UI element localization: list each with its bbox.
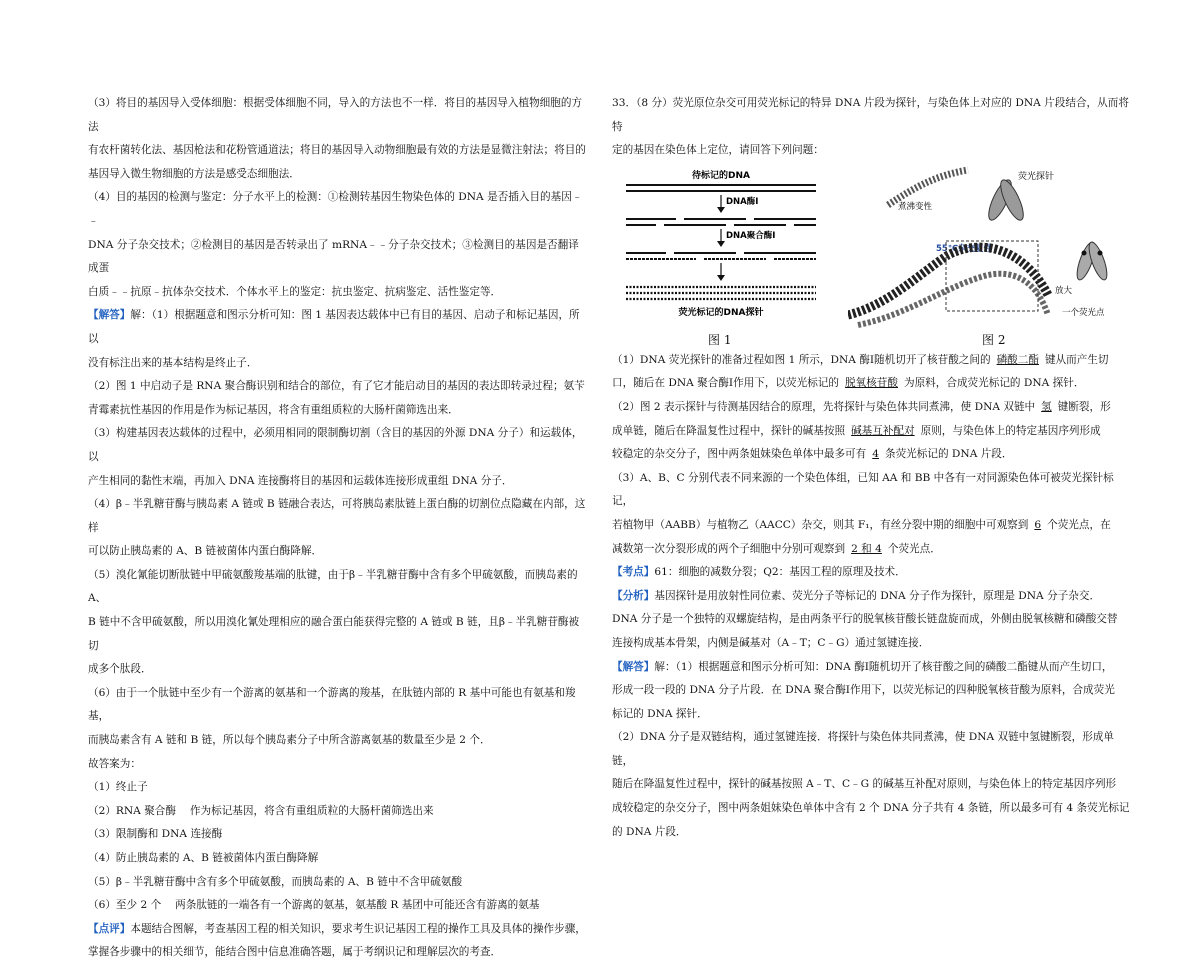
answer-line: 没有标注出来的基本结构是终止子．: [88, 356, 258, 369]
answer-line: 的 DNA 片段．: [612, 825, 687, 838]
answer-line: （2）图 1 中启动子是 RNA 聚合酶识别和结合的部位，有了它才能启动目的基因的表达即转录过程；氨苄: [88, 380, 585, 393]
answer-line: 形成一段一段的 DNA 分子片段．在 DNA 聚合酶Ⅰ作用下，以荧光标记的四种脱氧核苷酸为原料，合成荧光: [612, 684, 1115, 697]
knowledge-tag: 【考点】: [612, 566, 655, 579]
subquestion-3-cont: 减数第一次分裂形成的两个子细胞中分别可观察到 2 和 4 个荧光点．: [612, 542, 941, 555]
fig1-bottom-label: 荧光标记的DNA探针: [678, 307, 764, 318]
subquestion-1-cont: 口，随后在 DNA 聚合酶Ⅰ作用下，以荧光标记的 脱氧核苷酸 为原料，合成荧光标记的 DNA 探针．: [612, 377, 1085, 390]
figures: [612, 165, 1134, 345]
answer-line: 标记的 DNA 探针．: [612, 707, 708, 720]
answer-line: B 链中不含甲硫氨酸，所以用溴化氰处理相应的融合蛋白能获得完整的 A 链或 B 链，且β﹣半乳糖苷酶被切: [88, 616, 580, 652]
subquestion-2: （2）图 2 表示探针与待测基因结合的原理，先将探针与染色体共同煮沸，使 DNA 双链中 氢 键断裂，形: [612, 400, 1111, 413]
fig1-enzyme2: DNA聚合酶Ⅰ: [726, 230, 776, 241]
answer-line: 成较稳定的杂交分子，图中两条姐妹染色单体中含有 2 个 DNA 分子共有 4 条链，所以最多可有 4 条荧光标记: [612, 802, 1130, 815]
fig2-boil-label: 煮沸变性: [898, 201, 933, 212]
answer-line: 【解答】解：（1）根据题意和图示分析可知：图 1 基因表达载体中已有目的基因、启动子和标记基因，所以: [88, 309, 580, 345]
right-column: [612, 92, 1134, 844]
left-column: [88, 92, 588, 965]
blank-answer: 6: [1034, 518, 1042, 531]
answer-line: （1）终止子: [88, 781, 148, 794]
blank-answer: 脱氧核苷酸: [845, 377, 898, 390]
comment-tag: 【点评】: [88, 922, 131, 935]
comment-line: 掌握各步骤中的相关细节，能结合图中信息准确答题，属于考纲识记和理解层次的考查．: [88, 946, 502, 959]
question-line: 33．（8 分）荧光原位杂交可用荧光标记的特异 DNA 片段为探针，与染色体上对应的 DNA 片段结合，从而将特: [612, 97, 1129, 133]
answer-line: 成多个肽段．: [88, 663, 152, 676]
subquestion-3-cont: 若植物甲（AABB）与植物乙（AACC）杂交，则其 F₁，有丝分裂中期的细胞中可观察到 6 个荧光点，在: [612, 518, 1111, 531]
analysis-head: 【分析】基因探针是用放射性同位素、荧光分子等标记的 DNA 分子作为探针，原理是 DNA 分子杂交．: [612, 589, 1101, 602]
analysis-line: （4）目的基因的检测与鉴定：分子水平上的检测：①检测转基因生物染色体的 DNA 是否插入目的基因﹣﹣: [88, 191, 583, 227]
blank-answer: 碱基互补配对: [851, 424, 915, 437]
answer-line: 随后在降温复性过程中，探针的碱基按照 A﹣T、C﹣G 的碱基互补配对原则，与染色体上的特定基因序列形: [612, 778, 1117, 791]
figure-1-caption: 图 1: [708, 332, 732, 347]
analysis-line: DNA 分子是一个独特的双螺旋结构，是由两条平行的脱氧核苷酸长链盘旋而成，外侧由脱氧核糖和磷酸交替: [612, 613, 1118, 626]
answer-line: 产生相同的黏性末端，再加入 DNA 连接酶将目的基因和运载体连接形成重组 DNA 分子．: [88, 474, 513, 487]
answer-line: 【解答】解：（1）根据题意和图示分析可知：DNA 酶Ⅰ随机切开了核苷酸之间的磷酸二酯键从而产生切口，: [612, 660, 1113, 673]
fig2-point-label: 一个荧光点: [1062, 307, 1105, 318]
answer-line: （2）RNA 聚合酶 作为标记基因，将含有重组质粒的大肠杆菌筛选出来: [88, 804, 434, 817]
answer-line: （5）β﹣半乳糖苷酶中含有多个甲硫氨酸，而胰岛素的 A、B 链中不含甲硫氨酸: [88, 875, 463, 888]
analysis-line: 有农杆菌转化法、基因枪法和花粉管通道法；将目的基因导入动物细胞最有效的方法是显微注射法；将目的: [88, 144, 586, 157]
answer-line: （4）β﹣半乳糖苷酶与胰岛素 A 链或 B 链融合表达，可将胰岛素肽链上蛋白酶的切割位点隐藏在内部，这样: [88, 498, 586, 534]
subquestion-3: （3）A、B、C 分别代表不同来源的一个染色体组，已知 AA 和 BB 中各有一对同源染色体可被荧光探针标记，: [612, 471, 1114, 508]
subquestion-1: （1）DNA 荧光探针的准备过程如图 1 所示，DNA 酶Ⅰ随机切开了核苷酸之间的 磷酸二酯 键从而产生切: [612, 353, 1109, 366]
fig2-enlarge-label: 放大: [1055, 285, 1073, 296]
analysis-line: （3）将目的基因导入受体细胞：根据受体细胞不同，导入的方法也不一样．将目的基因导入植物细胞的方法: [88, 97, 583, 133]
subquestion-2-cont: 成单链，随后在降温复性过程中，探针的碱基按照 碱基互补配对 原则，与染色体上的特定基因序列形成: [612, 424, 1101, 437]
analysis-line: 连接构成基本骨架，内侧是碱基对（A﹣T；C﹣G）通过氢键连接．: [612, 636, 930, 649]
figure-2: [848, 165, 1128, 330]
answer-line: （6）由于一个肽链中至少有一个游离的氨基和一个游离的羧基，在肽链内部的 R 基中可能也有氨基和羧基，: [88, 686, 576, 723]
answer-line: （2）DNA 分子是双链结构，通过氢键连接．将探针与染色体共同煮沸，使 DNA 双链中氢键断裂，形成单链，: [612, 731, 1115, 767]
subquestion-2-cont: 较稳定的杂交分子，图中两条姐妹染色单体中最多可有 4 条荧光标记的 DNA 片段．: [612, 448, 1013, 461]
answer-line: （3）限制酶和 DNA 连接酶: [88, 828, 223, 841]
blank-answer: 磷酸二酯: [996, 353, 1039, 366]
answer-line: 青霉素抗性基因的作用是作为标记基因，将含有重组质粒的大肠杆菌筛选出来．: [88, 403, 459, 416]
analysis-tag: 【分析】: [612, 589, 655, 602]
comment-line: 【点评】本题结合图解，考查基因工程的相关知识，要求考生识记基因工程的操作工具及具体的操作步骤，: [88, 922, 586, 935]
answer-line: （4）防止胰岛素的 A、B 链被菌体内蛋白酶降解: [88, 852, 319, 864]
blank-answer: 氢: [1041, 400, 1052, 413]
blank-answer: 2 和 4: [851, 542, 882, 555]
answer-line: （3）构建基因表达载体的过程中，必须用相同的限制酶切割（含目的基因的外源 DNA 分子）和运载体，以: [88, 427, 583, 463]
answer-tag: 【解答】: [88, 309, 131, 322]
blank-answer: 4: [872, 448, 879, 461]
fig1-top-label: 待标记的DNA: [692, 170, 750, 181]
knowledge-point: 【考点】61：细胞的减数分裂；Q2：基因工程的原理及技术．: [612, 566, 906, 579]
figure-2-caption: 图 2: [982, 332, 1006, 347]
fig2-hybrid-label: 55℃杂交复性: [936, 243, 993, 254]
answer-line: 可以防止胰岛素的 A、B 链被菌体内蛋白酶降解．: [88, 545, 323, 558]
analysis-line: DNA 分子杂交技术；②检测目的基因是否转录出了 mRNA﹣﹣分子杂交技术；③检测目的基因是否翻译成蛋: [88, 238, 579, 275]
fig1-enzyme1: DNA酶Ⅰ: [726, 196, 759, 207]
answer-line: 而胰岛素含有 A 链和 B 链，所以每个胰岛素分子中所含游离氨基的数量至少是 2 个．: [88, 734, 491, 747]
answer-line: （6）至少 2 个 两条肽链的一端各有一个游离的氨基，氨基酸 R 基团中可能还含有游离的氨基: [88, 899, 540, 912]
question-line: 定的基因在染色体上定位，请回答下列问题：: [612, 144, 824, 157]
answer-line: 故答案为：: [88, 757, 141, 770]
fig2-probe-label: 荧光探针: [1018, 171, 1055, 182]
analysis-line: 基因导入微生物细胞的方法是感受态细胞法．: [88, 167, 300, 180]
figure-1: [626, 167, 816, 327]
answer-tag: 【解答】: [612, 660, 655, 673]
answer-line: （5）溴化氰能切断肽链中甲硫氨酸羧基端的肽键，由于β﹣半乳糖苷酶中含有多个甲硫氨酸，而胰岛素的 A、: [88, 568, 578, 605]
analysis-line: 白质﹣﹣抗原﹣抗体杂交技术．个体水平上的鉴定：抗虫鉴定、抗病鉴定、活性鉴定等．: [88, 285, 502, 298]
